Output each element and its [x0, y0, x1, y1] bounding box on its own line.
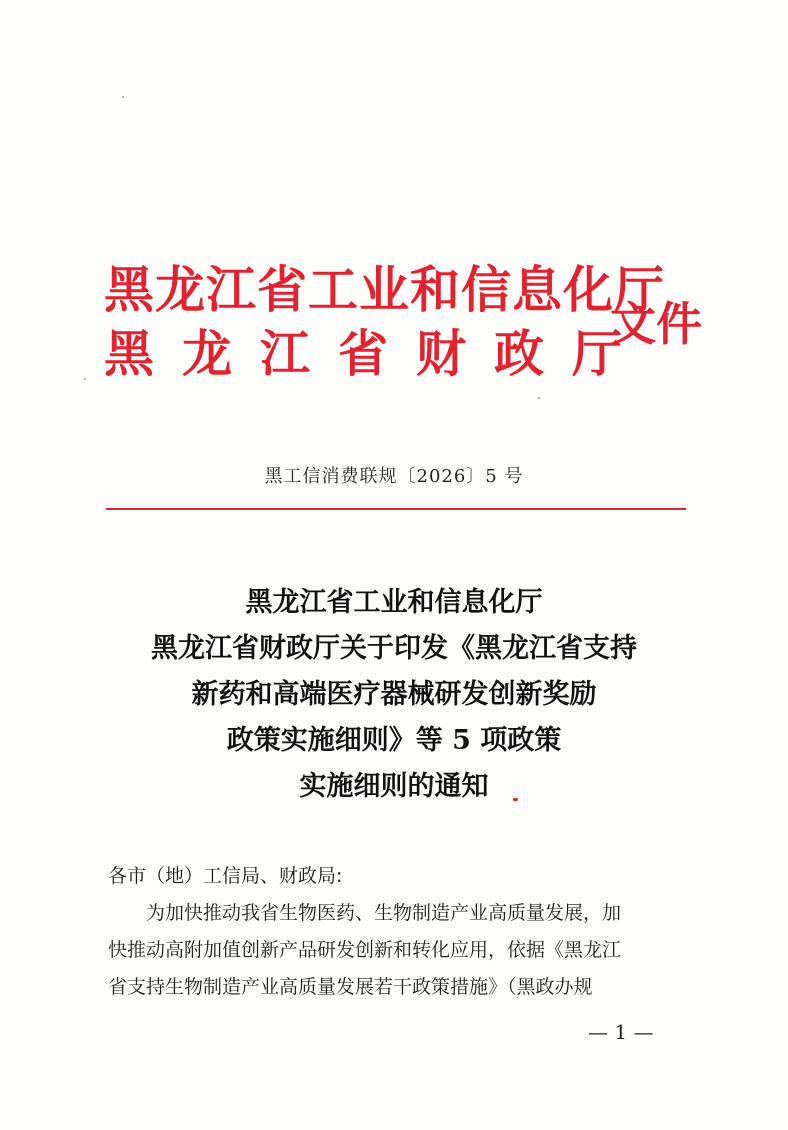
scan-speck: [538, 397, 540, 399]
title-line: 黑龙江省工业和信息化厅: [245, 587, 543, 618]
paragraph-line: 快推动高附加值创新产品研发创新和转化应用，依据《黑龙江: [108, 939, 622, 961]
paragraph-line: 省支持生物制造产业高质量发展若干政策措施》（黑政办规: [108, 976, 593, 998]
paragraph-line: 为加快推动我省生物医药、生物制造产业高质量发展，加: [108, 902, 622, 924]
red-ink-mark: [513, 798, 518, 801]
document-number: 黑工信消费联规〔2026〕5 号: [264, 466, 524, 487]
document-body: [108, 858, 688, 1006]
document-title: [0, 580, 788, 810]
salutation: 各市（地）工信局、财政局:: [108, 865, 343, 887]
red-separator-line: [106, 508, 686, 510]
agency-name-finance: 黑龙江省财政厅: [104, 324, 650, 383]
page-number: — 1 —: [588, 1020, 654, 1044]
title-line: 政策实施细则》等 5 项政策: [226, 725, 562, 756]
document-type-label: 文件: [610, 297, 702, 351]
title-line: 黑龙江省财政厅关于印发《黑龙江省支持: [151, 633, 637, 664]
scan-speck: [122, 96, 124, 98]
scan-speck: [84, 378, 86, 380]
red-header: [104, 262, 704, 402]
title-line: 实施细则的通知: [299, 771, 489, 802]
agency-name-industry: 黑龙江省工业和信息化厅: [104, 260, 665, 319]
title-line: 新药和高端医疗器械研发创新奖励: [191, 679, 597, 710]
